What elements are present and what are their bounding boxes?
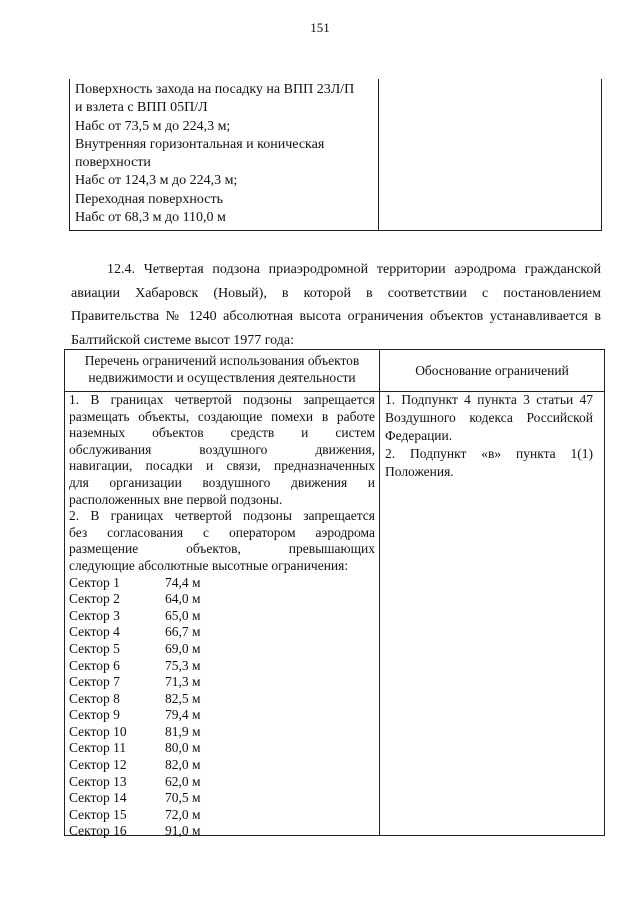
- top-table-divider: [378, 79, 379, 230]
- sector-name: Сектор 10: [69, 723, 127, 739]
- sector-name: Сектор 14: [69, 790, 127, 806]
- sector-height: 82,5 м: [165, 690, 201, 706]
- restriction-line: размещать объекты, создающие помехи в работе: [69, 408, 375, 424]
- sector-height: 64,0 м: [165, 591, 201, 607]
- paragraph-line: авиации Хабаровск (Новый), в которой в соответствии с постановлением: [71, 285, 601, 301]
- restriction-line: 1. В границах четвертой подзоны запрещается: [69, 392, 375, 407]
- justification-line: Федерации.: [385, 428, 453, 443]
- sector-row: [69, 823, 375, 840]
- page-number: 151: [310, 20, 330, 35]
- sector-row: [69, 674, 375, 691]
- sector-row: [69, 740, 375, 757]
- header-justification: Обоснование ограничений: [415, 363, 569, 378]
- sector-row: [69, 757, 375, 774]
- sector-row: [69, 774, 375, 791]
- sector-height: 79,4 м: [165, 707, 201, 723]
- section-paragraph: [71, 258, 601, 352]
- restriction-line: размещение объектов, превышающих: [69, 541, 375, 557]
- sector-height: 65,0 м: [165, 607, 201, 623]
- restriction-line: без согласования с оператором аэродрома: [69, 524, 375, 540]
- sector-height: 82,0 м: [165, 757, 201, 773]
- sector-name: Сектор 2: [69, 591, 120, 607]
- justification-cell: [385, 391, 593, 481]
- sector-row: [69, 658, 375, 675]
- top-table-line: Набс от 124,3 м до 224,3 м;: [75, 173, 238, 189]
- top-table-line: Набс от 68,3 м до 110,0 м: [75, 210, 226, 226]
- sector-row: [69, 790, 375, 807]
- sector-height: 69,0 м: [165, 640, 201, 656]
- restriction-line: наземных объектов средств и систем: [69, 425, 375, 441]
- top-table-line: и взлета с ВПП 05П/Л: [75, 100, 208, 116]
- sector-height: 71,3 м: [165, 674, 201, 690]
- justification-line: Воздушного кодекса Российской: [385, 410, 593, 425]
- sector-name: Сектор 1: [69, 574, 120, 590]
- sector-name: Сектор 15: [69, 806, 127, 822]
- top-table-line: поверхности: [75, 155, 151, 171]
- sector-height: 74,4 м: [165, 574, 201, 590]
- restriction-line: 2. В границах четвертой подзоны запрещается: [69, 508, 375, 524]
- sector-name: Сектор 5: [69, 640, 120, 656]
- sector-height: 81,9 м: [165, 723, 201, 739]
- restriction-line: обслуживания воздушного движения,: [69, 441, 375, 457]
- sector-row: [69, 591, 375, 608]
- justification-line: Положения.: [385, 464, 454, 479]
- header-restrictions-list: [67, 352, 377, 386]
- restrictions-table: [64, 349, 605, 839]
- top-table-line: Переходная поверхность: [75, 191, 223, 207]
- sector-name: Сектор 12: [69, 757, 127, 773]
- sector-name: Сектор 6: [69, 657, 120, 673]
- sector-name: Сектор 8: [69, 690, 120, 706]
- sector-name: Сектор 3: [69, 607, 120, 623]
- sector-height: 75,3 м: [165, 657, 201, 673]
- table-column-divider: [379, 350, 380, 835]
- sector-name: Сектор 9: [69, 707, 120, 723]
- paragraph-line: Балтийской системе высот 1977 года:: [71, 332, 294, 348]
- sector-row: [69, 624, 375, 641]
- sector-height: 80,0 м: [165, 740, 201, 756]
- sector-height: 62,0 м: [165, 773, 201, 789]
- restrictions-cell: [69, 392, 375, 840]
- sector-row: [69, 707, 375, 724]
- header-line: недвижимости и осуществления деятельности: [88, 370, 356, 385]
- top-table-line: Внутренняя горизонтальная и коническая: [75, 136, 325, 152]
- sector-row: [69, 641, 375, 658]
- sector-name: Сектор 7: [69, 674, 120, 690]
- sector-row: [69, 691, 375, 708]
- top-table-left-cell: [75, 81, 375, 227]
- sector-height: 72,0 м: [165, 806, 201, 822]
- sector-row: [69, 575, 375, 592]
- top-table: [69, 79, 602, 231]
- sector-row: [69, 724, 375, 741]
- sector-name: Сектор 13: [69, 773, 127, 789]
- restriction-line: расположенных вне первой подзоны.: [69, 491, 283, 507]
- sector-name: Сектор 11: [69, 740, 127, 756]
- sector-row: [69, 608, 375, 625]
- sector-row: [69, 807, 375, 824]
- restriction-line: навигации, посадки и связи, предназначенных: [69, 458, 375, 474]
- sector-height: 70,5 м: [165, 790, 201, 806]
- header-line: Перечень ограничений использования объектов: [84, 353, 360, 368]
- sector-name: Сектор 16: [69, 823, 127, 839]
- paragraph-line: 12.4. Четвертая подзона приаэродромной территории аэродрома гражданской: [107, 262, 601, 277]
- sector-height: 66,7 м: [165, 624, 201, 640]
- justification-line: 2. Подпункт «в» пункта 1(1): [385, 446, 593, 461]
- sector-name: Сектор 4: [69, 624, 120, 640]
- paragraph-line: Правительства № 1240 абсолютная высота ограничения объектов устанавливается в: [71, 309, 601, 324]
- restriction-line: следующие абсолютные высотные ограничения:: [69, 557, 349, 573]
- justification-line: 1. Подпункт 4 пункта 3 статьи 47: [385, 392, 593, 407]
- restriction-line: для организации воздушного движения и: [69, 474, 375, 490]
- sector-height: 91,0 м: [165, 823, 201, 839]
- top-table-line: Набс от 73,5 м до 224,3 м;: [75, 118, 231, 134]
- top-table-line: Поверхность захода на посадку на ВПП 23Л/П: [75, 82, 355, 97]
